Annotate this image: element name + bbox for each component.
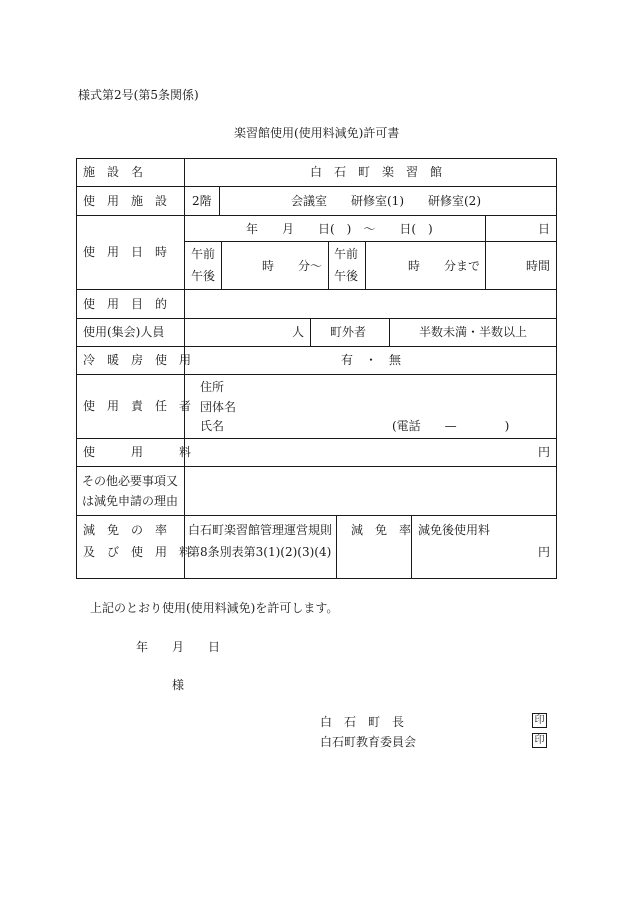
outside-town-label: 町外者	[330, 325, 367, 339]
am-end: 午前	[334, 247, 359, 261]
issuer-board: 白石町教育委員会	[320, 735, 417, 749]
purpose-label: 使 用 目 的	[83, 297, 168, 311]
rule-line1: 白石町楽習館管理運営規則	[188, 523, 333, 537]
fee-unit: 円	[538, 445, 551, 459]
address-label: 住所	[200, 380, 225, 394]
table-border-right	[556, 158, 557, 579]
pm-start: 午後	[191, 269, 216, 283]
ampm-divider	[221, 241, 222, 289]
row-divider	[76, 289, 557, 290]
ampm-divider	[365, 241, 366, 289]
members-unit: 人	[292, 325, 305, 339]
row-divider	[76, 318, 557, 319]
row-divider	[76, 186, 557, 187]
row-divider	[76, 515, 557, 516]
end-time: 時 分まで	[408, 259, 481, 273]
table-border-left	[76, 158, 77, 579]
table-border-bottom	[76, 578, 557, 579]
other-label-line2: は減免申請の理由	[82, 494, 179, 508]
pm-end: 午後	[334, 269, 359, 283]
facility-label: 施 設 名	[83, 165, 144, 179]
rule-line2: 第8条別表第3(1)(2)(3)(4)	[188, 545, 332, 559]
form-number: 様式第2号(第5条関係)	[78, 88, 199, 102]
members-label: 使用(集会)人員	[83, 325, 165, 339]
permit-form-table	[76, 158, 557, 579]
row-divider	[76, 346, 557, 347]
room-options: 会議室 研修室(1) 研修室(2)	[291, 194, 481, 208]
form-title: 楽習館使用(使用料減免)許可書	[234, 126, 400, 140]
hours-unit: 時間	[526, 259, 551, 273]
use-facility-label: 使 用 施 設	[83, 194, 168, 208]
time-divider	[328, 241, 329, 289]
outside-ratio: 半数未満・半数以上	[419, 325, 528, 339]
days-unit: 日	[538, 222, 551, 236]
row-divider	[184, 241, 557, 242]
responsible-label: 使 用 責 任 者	[83, 399, 192, 413]
issuer-mayor: 白 石 町 長	[320, 715, 405, 729]
reduction-divider	[411, 515, 412, 579]
group-label: 団体名	[200, 400, 237, 414]
reduction-divider	[336, 515, 337, 579]
date-range: 年 月 日( ) ～ 日( )	[246, 222, 433, 236]
members-divider	[389, 318, 390, 346]
after-fee-label: 減免後使用料	[418, 523, 491, 537]
floor-cell-divider	[219, 186, 220, 215]
reduction-label-line1: 減 免 の 率	[83, 523, 168, 537]
row-divider	[76, 466, 557, 467]
use-datetime-label: 使 用 日 時	[83, 245, 168, 259]
row-divider	[76, 438, 557, 439]
heating-options: 有 ・ 無	[341, 353, 402, 367]
reduction-rate-label: 減 免 率	[351, 523, 412, 537]
members-divider	[310, 318, 311, 346]
seal-stamp-board: 印	[532, 733, 547, 748]
fee-label: 使 用 料	[83, 445, 192, 459]
facility-name: 白 石 町 楽 習 館	[310, 165, 443, 179]
addressee-suffix: 様	[172, 678, 185, 692]
table-border-top	[76, 158, 557, 159]
seal-stamp-mayor: 印	[532, 713, 547, 728]
reduction-label-line2: 及 び 使 用 料	[83, 545, 192, 559]
permission-statement: 上記のとおり使用(使用料減免)を許可します。	[90, 601, 339, 615]
floor-value: 2階	[192, 194, 212, 208]
after-fee-unit: 円	[538, 545, 551, 559]
am-start: 午前	[191, 247, 216, 261]
label-column-divider	[184, 158, 185, 579]
start-time: 時 分～	[262, 259, 323, 273]
phone-label: (電話 — )	[392, 419, 510, 433]
other-label-line1: その他必要事項又	[82, 474, 179, 488]
name-label: 氏名	[200, 419, 225, 433]
row-divider	[76, 374, 557, 375]
days-cell-divider	[485, 215, 486, 289]
heating-label: 冷 暖 房 使 用	[83, 353, 192, 367]
issue-date: 年 月 日	[136, 640, 221, 654]
